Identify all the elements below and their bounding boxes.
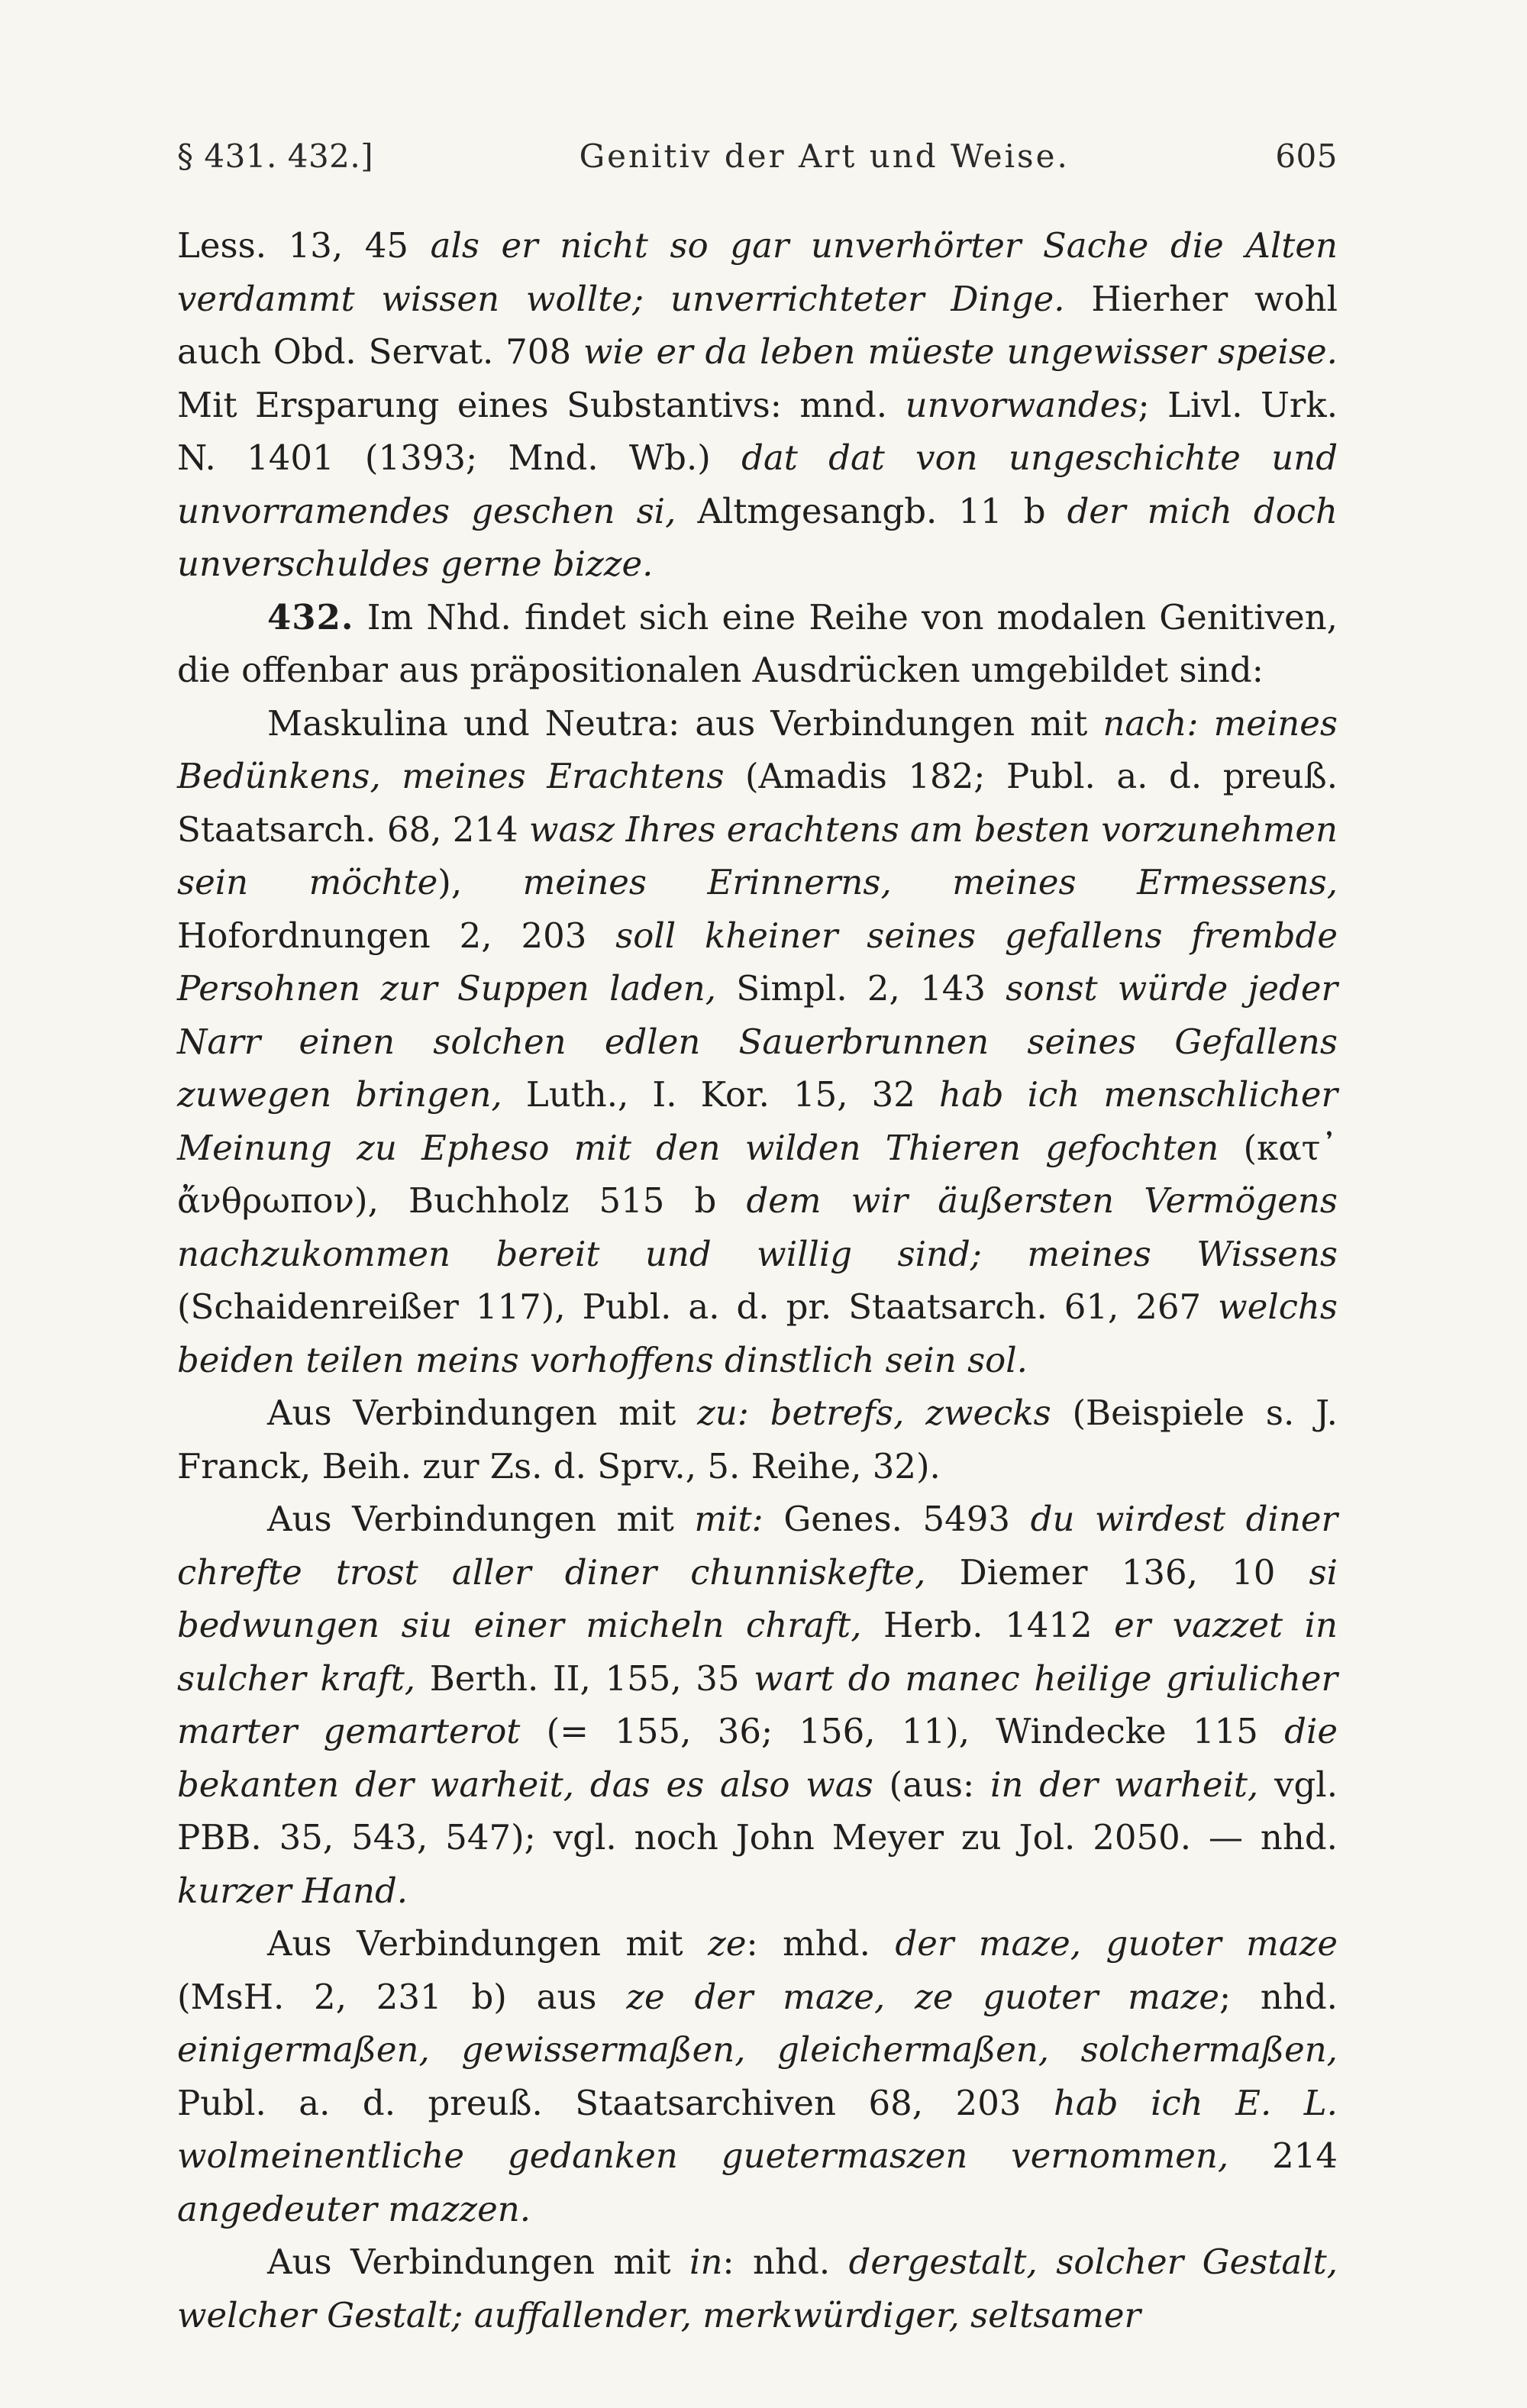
quoted-text: in der warheit,: [990, 1764, 1259, 1805]
quoted-text: einigermaßen, gewissermaßen, gleichermaßen, solchermaßen,: [177, 2029, 1338, 2070]
paragraph: [177, 2235, 1338, 2342]
section-number: 432.: [267, 596, 354, 638]
text-run: Simpl. 2, 143: [716, 968, 1006, 1009]
paragraph: [177, 1386, 1338, 1493]
book-page: [177, 137, 1338, 2342]
quoted-text: dem wir äußersten Vermögens nachzukommen bereit und willig sind; meines Wissens: [177, 1180, 1338, 1274]
text-run: Berth. II, 155, 35: [415, 1658, 754, 1699]
text-run: Aus Verbindungen mit: [267, 1499, 695, 1539]
quoted-text: kurzer Hand.: [177, 1870, 408, 1911]
text-run: Altmgesangb. 11 b: [676, 490, 1067, 531]
text-run: ; nhd.: [1219, 1976, 1338, 2017]
text-run: Hofordnungen 2, 203: [177, 915, 616, 956]
quoted-text: die bekanten der warheit, das es also was: [177, 1711, 1338, 1805]
quoted-text: zu: betrefs, zwecks: [697, 1393, 1051, 1433]
quoted-text: als er nicht so gar unverhörter Sache die Alten verdammt wissen wollte; unverrichteter Dinge.: [177, 225, 1338, 319]
quoted-text: unvorwandes: [905, 384, 1138, 425]
quoted-text: sonst würde jeder Narr einen solchen edlen Sauerbrunnen seines Gefallens zuwegen bringen,: [177, 968, 1338, 1115]
quoted-text: dergestalt, solcher Gestalt, welcher Gestalt; auffallender, merkwürdiger, seltsamer: [177, 2242, 1338, 2335]
paragraph: [177, 219, 1338, 591]
text-run: : mhd.: [746, 1923, 896, 1964]
quoted-text: dat dat von ungeschichte und unvorramendes geschen si,: [177, 437, 1338, 531]
quoted-text: hab ich menschlicher Meinung zu Epheso mit den wilden Thieren gefochten: [177, 1074, 1338, 1168]
text-run: (= 155, 36; 156, 11), Windecke 115: [520, 1711, 1285, 1751]
text-run: Publ. a. d. preuß. Staatsarchiven 68, 203: [177, 2082, 1054, 2123]
text-run: Luth., I. Kor. 15, 32: [502, 1074, 939, 1115]
paragraph: [177, 591, 1338, 697]
quoted-text: soll kheiner seines gefallens frembde Persohnen zur Suppen laden,: [177, 915, 1338, 1009]
text-run: (Schaidenreißer 117), Publ. a. d. pr. Staatsarch. 61, 267: [177, 1286, 1219, 1327]
section-reference: § 431. 432.]: [177, 137, 374, 175]
text-run: Mit Ersparung eines Substantivs: mnd.: [177, 384, 906, 425]
running-title: Genitiv der Art und Weise.: [579, 137, 1070, 175]
running-header: [177, 137, 1338, 175]
paragraph: [177, 1917, 1338, 2235]
text-run: (MsH. 2, 231 b) aus: [177, 1976, 627, 2017]
quoted-text: in: [689, 2242, 723, 2282]
text-run: (κατ᾽ ἄνθρωπον), Buchholz 515 b: [177, 1127, 1338, 1221]
text-run: Im Nhd. findet sich eine Reihe von modalen Genitiven, die offenbar aus präpositionalen Ausdrücken umgebildet sind:: [177, 596, 1338, 690]
quoted-text: angedeuter mazzen.: [177, 2188, 531, 2229]
quoted-text: der mich doch unverschuldes gerne bizze.: [177, 490, 1338, 584]
text-run: ),: [437, 862, 523, 902]
text-run: Genes. 5493: [763, 1499, 1031, 1539]
text-run: Aus Verbindungen mit: [267, 2242, 690, 2282]
text-run: (aus:: [873, 1764, 990, 1805]
quoted-text: ze: [708, 1923, 747, 1964]
quoted-text: du wirdest diner chrefte trost aller diner chunniskefte,: [177, 1499, 1338, 1593]
text-run: Herb. 1412: [861, 1605, 1115, 1645]
quoted-text: si bedwungen siu einer micheln chraft,: [177, 1551, 1338, 1645]
text-run: Aus Verbindungen mit: [267, 1923, 709, 1964]
quoted-text: ze der maze, ze guoter maze: [626, 1976, 1219, 2017]
quoted-text: wart do manec heilige griulicher marter gemarterot: [177, 1658, 1338, 1751]
text-run: ; Livl. Urk. N. 1401 (1393; Mnd. Wb.): [177, 384, 1338, 478]
text-run: Hierher wohl auch Obd. Servat. 708: [177, 278, 1338, 372]
text-run: Diemer 136, 10: [925, 1551, 1309, 1593]
text-run: 214: [1228, 2135, 1338, 2176]
quoted-text: welchs beiden teilen meins vorhoffens dinstlich sein sol.: [177, 1286, 1338, 1380]
quoted-text: meines Erinnerns, meines Ermessens,: [522, 862, 1338, 902]
quoted-text: nach: meines Bedünkens, meines Erachtens: [177, 702, 1338, 796]
text-run: (Beispiele s. J. Franck, Beih. zur Zs. d. Sprv., 5. Reihe, 32).: [177, 1393, 1338, 1486]
text-run: : nhd.: [722, 2242, 849, 2282]
text-run: Maskulina und Neutra: aus Verbindungen mit: [267, 702, 1103, 744]
quoted-text: wie er da leben müeste ungewisser speise.: [583, 331, 1338, 372]
quoted-text: hab ich E. L. wolmeinentliche gedanken guetermaszen vernommen,: [177, 2082, 1338, 2176]
paragraph: [177, 697, 1338, 1387]
paragraph: [177, 1493, 1338, 1917]
text-run: vgl. PBB. 35, 543, 547); vgl. noch John Meyer zu Jol. 2050. — nhd.: [177, 1764, 1338, 1858]
quoted-text: wasz Ihres erachtens am besten vorzunehmen sein möchte: [177, 809, 1338, 902]
quoted-text: der maze, guoter maze: [895, 1923, 1338, 1964]
text-run: Less. 13, 45: [177, 225, 431, 266]
page-number: 605: [1275, 137, 1338, 175]
body-text: [177, 219, 1338, 2342]
quoted-text: er vazzet in sulcher kraft,: [177, 1605, 1338, 1699]
text-run: Aus Verbindungen mit: [267, 1393, 698, 1433]
text-run: (Amadis 182; Publ. a. d. preuß. Staatsarch. 68, 214: [177, 756, 1338, 850]
quoted-text: mit:: [694, 1499, 764, 1539]
